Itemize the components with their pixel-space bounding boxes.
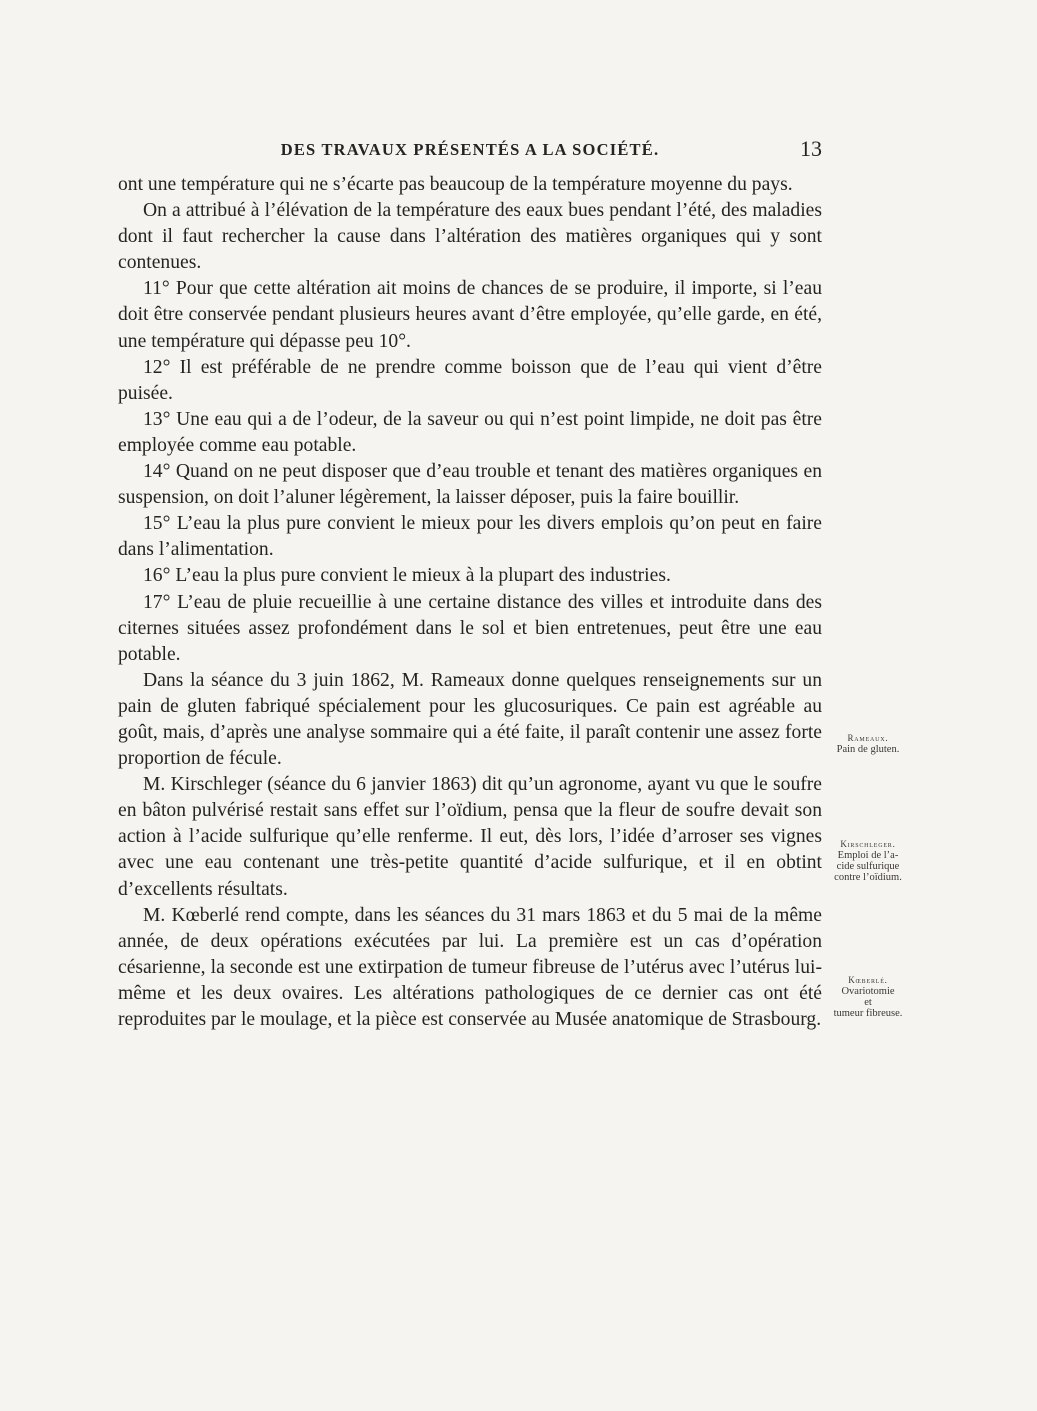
margin-note-line: Pain de gluten. bbox=[836, 744, 900, 755]
margin-note-line: tumeur fibreuse. bbox=[833, 1008, 903, 1019]
page-number: 13 bbox=[800, 136, 822, 161]
margin-note-line: et bbox=[864, 997, 872, 1008]
paragraph: 13° Une eau qui a de l’odeur, de la saveur ou qui n’est point limpide, ne doit pas être employée comme eau potable. bbox=[118, 408, 822, 456]
body-text bbox=[118, 172, 822, 1033]
paragraph-rameaux: Dans la séance du 3 juin 1862, M. Rameaux donne quelques renseignements sur un pain de gluten fabriqué spécialement pour les glucosuriques. Ce pain est agréable au goût, mais, d’après une analyse sommaire qui a été faite, il paraît contenir une assez forte proportion de fécule. bbox=[118, 669, 822, 770]
paragraph: 14° Quand on ne peut disposer que d’eau trouble et tenant des matières organiques en suspension, on doit l’aluner légèrement, la laisser déposer, puis la faire bouillir. bbox=[118, 461, 822, 509]
margin-note-line: Ovariotomie bbox=[841, 986, 895, 997]
paragraph: 17° L’eau de pluie recueillie à une certaine distance des villes et introduite dans des citernes situées assez profondément dans le sol et bien entretenues, peut être une eau potable. bbox=[118, 591, 822, 665]
paragraph-koeberle: M. Kœberlé rend compte, dans les séances du 31 mars 1863 et du 5 mai de la même année, de deux opérations exécutées par lui. La première est un cas d’opération césarienne, la seconde est une extirpation de tumeur fibreuse de l’utérus avec l’utérus lui-même et les deux ovaires. Les altérations pathologiques de ce dernier cas ont été reproduites par le moulage, et la pièce est conservée au Musée anatomique de Strasbourg. bbox=[118, 904, 822, 1030]
running-head bbox=[118, 136, 822, 166]
margin-note-name: Rameaux. bbox=[847, 733, 889, 743]
margin-note-line: cide sulfurique bbox=[836, 861, 900, 872]
margin-note-name: Kirschleger. bbox=[840, 839, 896, 849]
margin-note-name: Kœberlé. bbox=[848, 975, 888, 985]
paragraph: ont une température qui ne s’écarte pas beaucoup de la température moyenne du pays. bbox=[118, 174, 793, 195]
margin-note-line: contre l’oïdium. bbox=[834, 872, 902, 883]
margin-note-kirschleger bbox=[818, 839, 918, 883]
margin-note-rameaux bbox=[818, 733, 918, 755]
paragraph: 15° L’eau la plus pure convient le mieux pour les divers emplois qu’on peut en faire dans l’alimentation. bbox=[118, 513, 822, 561]
margin-note-line: Emploi de l’a- bbox=[837, 850, 899, 861]
paragraph: 12° Il est préférable de ne prendre comme boisson que de l’eau qui vient d’être puisée. bbox=[118, 356, 822, 404]
margin-note-koeberle bbox=[818, 975, 918, 1019]
paragraph: 11° Pour que cette altération ait moins de chances de se produire, il importe, si l’eau doit être conservée pendant plusieurs heures avant d’être employée, qu’elle garde, en été, une température qui dépasse peu 10°. bbox=[118, 278, 822, 352]
paragraph: On a attribué à l’élévation de la température des eaux bues pendant l’été, des maladies dont il faut rechercher la cause dans l’altération des matières organiques qui y sont contenues. bbox=[118, 200, 822, 274]
paragraph: 16° L’eau la plus pure convient le mieux à la plupart des industries. bbox=[143, 565, 671, 587]
running-title: DES TRAVAUX PRÉSENTÉS A LA SOCIÉTÉ. bbox=[280, 140, 660, 159]
paragraph-kirschleger: M. Kirschleger (séance du 6 janvier 1863) dit qu’un agronome, ayant vu que le soufre en bâton pulvérisé restait sans effet sur l’oïdium, pensa que la fleur de soufre devait son action à l’acide sulfurique qu’elle renferme. Il eut, dès lors, l’idée d’arroser ses vignes avec une eau contenant une très-petite quantité d’acide sulfurique, et il en obtint d’excellents résultats. bbox=[118, 774, 822, 900]
